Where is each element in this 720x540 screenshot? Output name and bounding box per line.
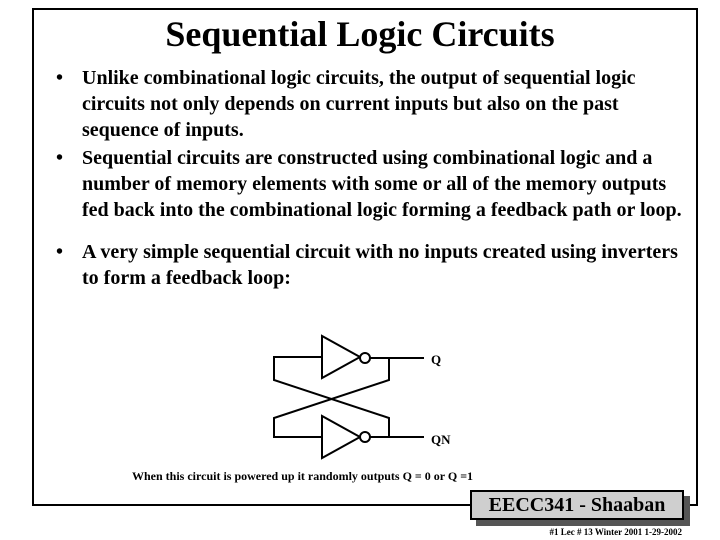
slide-footer: #1 Lec # 13 Winter 2001 1-29-2002 <box>549 527 682 537</box>
slide-title: Sequential Logic Circuits <box>165 14 555 54</box>
course-badge: EECC341 - Shaaban <box>470 490 684 520</box>
output-qn-label: QN <box>431 432 451 447</box>
bullet-text: Unlike combinational logic circuits, the output of sequential logic circuits not only depends on current inputs but also on the past sequence of inputs. <box>82 67 636 141</box>
top-inverter-bubble <box>360 353 370 363</box>
bullet-text: A very simple sequential circuit with no inputs created using inverters to form a feedback loop: <box>82 241 678 289</box>
bottom-inverter-triangle <box>322 416 360 458</box>
bullet-marker: • <box>56 147 64 169</box>
output-q-label: Q <box>431 352 442 367</box>
bullet-marker: • <box>56 241 64 263</box>
top-inverter-triangle <box>322 336 360 378</box>
circuit-caption: When this circuit is powered up it randomly outputs Q = 0 or Q =1 <box>132 469 474 483</box>
feedback-wires <box>274 357 424 437</box>
bottom-inverter-bubble <box>360 432 370 442</box>
bullet-marker: • <box>56 67 64 89</box>
bullet-text: Sequential circuits are constructed using combinational logic and a number of memory elements with some or all of the memory outputs fed back into the combinational logic forming a feedback path or loop. <box>82 147 682 221</box>
